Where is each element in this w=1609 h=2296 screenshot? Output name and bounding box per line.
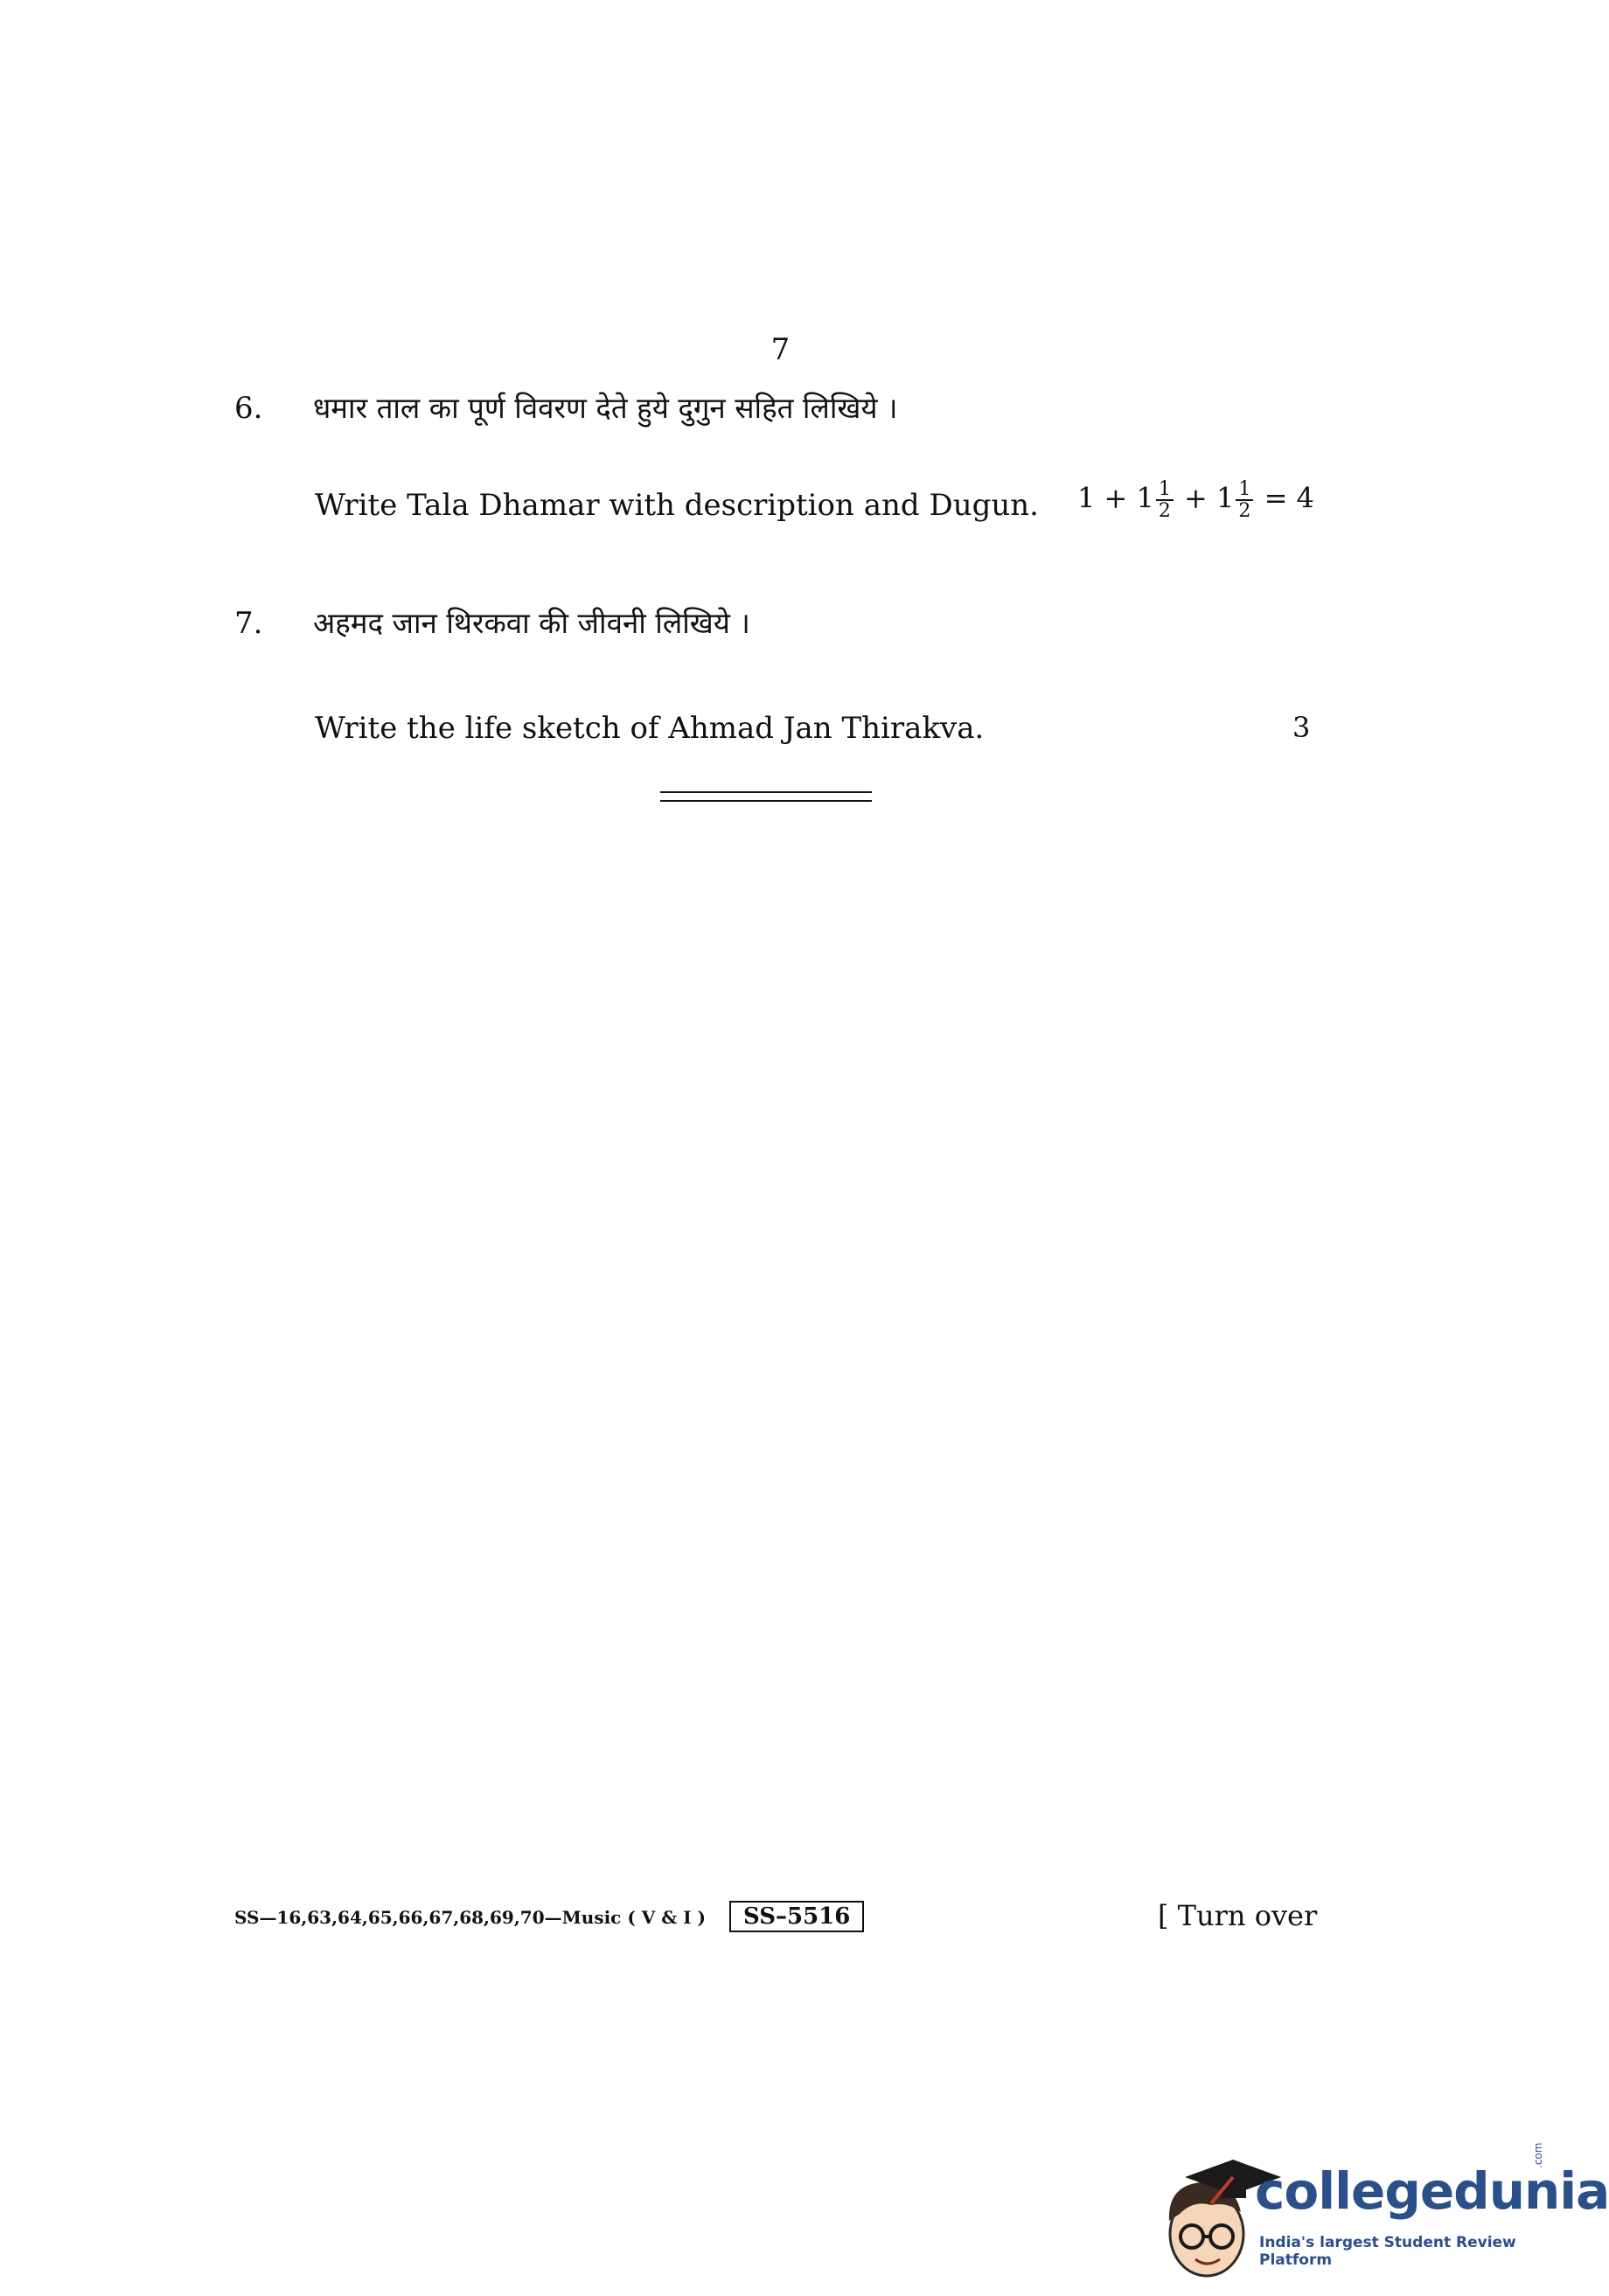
question-7-hindi: अहमद जान थिरकवा की जीवनी लिखिये ।	[313, 606, 750, 640]
footer-paper-code: SS–5516	[729, 1901, 864, 1932]
footer-exam-code: SS—16,63,64,65,66,67,68,69,70—Music ( V & I )	[234, 1907, 707, 1928]
logo-tagline: India's largest Student Review Platform	[1259, 2234, 1516, 2269]
question-6-english: Write Tala Dhamar with description and Dugun.	[315, 488, 1039, 523]
marks-fraction-1	[1156, 479, 1174, 521]
question-7-marks: 3	[1292, 711, 1311, 744]
fraction-2-denominator: 2	[1238, 500, 1251, 523]
fraction-1-numerator: 1	[1156, 479, 1174, 501]
question-6-marks	[1077, 479, 1314, 521]
marks-fraction-2	[1236, 479, 1253, 521]
logo-domain-suffix: .com	[1532, 2142, 1544, 2168]
page-number: 7	[770, 332, 791, 367]
question-7-english: Write the life sketch of Ahmad Jan Thirakva.	[315, 711, 985, 746]
marks-part-1: 1 + 1	[1077, 481, 1154, 515]
turn-over-label: [ Turn over	[1158, 1899, 1318, 1932]
question-6-hindi: धमार ताल का पूर्ण विवरण देते हुये दुगुन सहित लिखिये ।	[313, 391, 898, 425]
end-of-questions-rule	[660, 791, 872, 802]
logo-brand-text: collegedunia	[1255, 2161, 1609, 2221]
question-6-number: 6.	[234, 391, 263, 426]
fraction-2-numerator: 1	[1236, 479, 1253, 501]
question-7-number: 7.	[234, 606, 263, 641]
fraction-1-denominator: 2	[1158, 500, 1171, 523]
marks-part-3: = 4	[1264, 481, 1314, 515]
marks-part-2: + 1	[1184, 481, 1235, 515]
